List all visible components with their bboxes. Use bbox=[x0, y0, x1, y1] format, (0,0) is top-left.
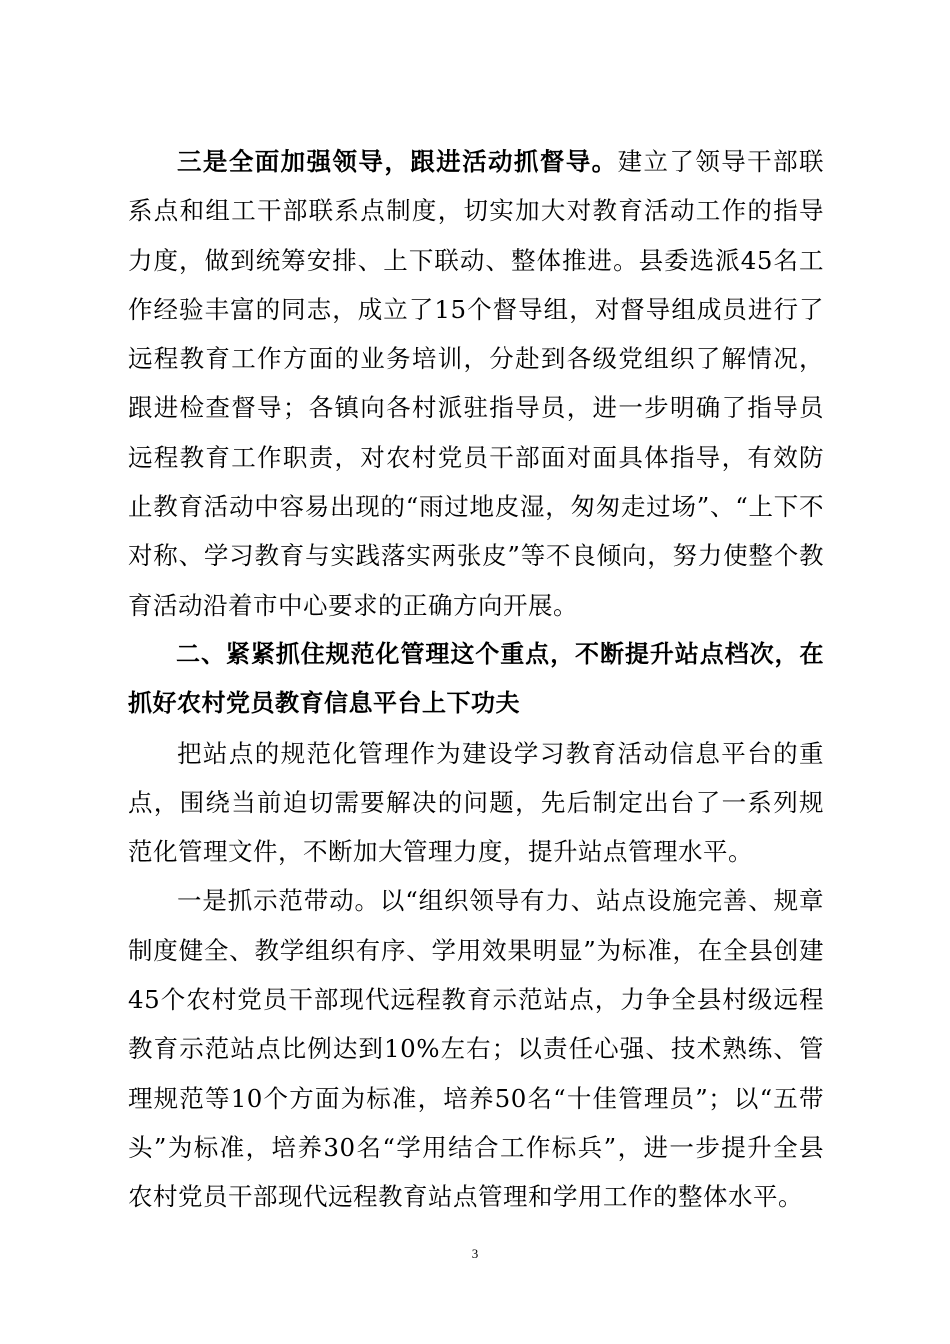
page-number: 3 bbox=[471, 1246, 479, 1261]
document-body bbox=[128, 137, 824, 1222]
paragraph-leadership-supervision bbox=[128, 137, 824, 630]
paragraph-demonstration: 一是抓示范带动。以“组织领导有力、站点设施完善、规章制度健全、教学组织有序、学用效果明显”为标准，在全县创建45个农村党员干部现代远程教育示范站点，力争全县村级远程教育示范站点比例达到10%左右；以责任心强、技术熟练、管理规范等10个方面为标准，培养50名“十佳管理员”；以“五带头”为标准，培养30名“学用结合工作标兵”，进一步提升全县农村党员干部现代远程教育站点管理和学用工作的整体水平。 bbox=[128, 886, 824, 1212]
section-heading: 二、紧紧抓住规范化管理这个重点，不断提升站点档次，在抓好农村党员教育信息平台上下功夫 bbox=[128, 639, 824, 718]
paragraph-lead-phrase: 三是全面加强领导，跟进活动抓督导。 bbox=[177, 147, 618, 176]
paragraph-body-text: 建立了领导干部联系点和组工干部联系点制度，切实加大对教育活动工作的指导力度，做到统筹安排、上下联动、整体推进。县委选派45名工作经验丰富的同志，成立了15个督导组，对督导组成员进行了远程教育工作方面的业务培训，分赴到各级党组织了解情况，跟进检查督导；各镇向各村派驻指导员，进一步明确了指导员远程教育工作职责，对农村党员干部面对面具体指导，有效防止教育活动中容易出现的“雨过地皮湿，匆匆走过场”、“上下不对称、学习教育与实践落实两张皮”等不良倾向，努力使整个教育活动沿着市中心要求的正确方向开展。 bbox=[128, 147, 825, 620]
paragraph-standardized-management: 把站点的规范化管理作为建设学习教育活动信息平台的重点，围绕当前迫切需要解决的问题，先后制定出台了一系列规范化管理文件，不断加大管理力度，提升站点管理水平。 bbox=[128, 738, 824, 867]
